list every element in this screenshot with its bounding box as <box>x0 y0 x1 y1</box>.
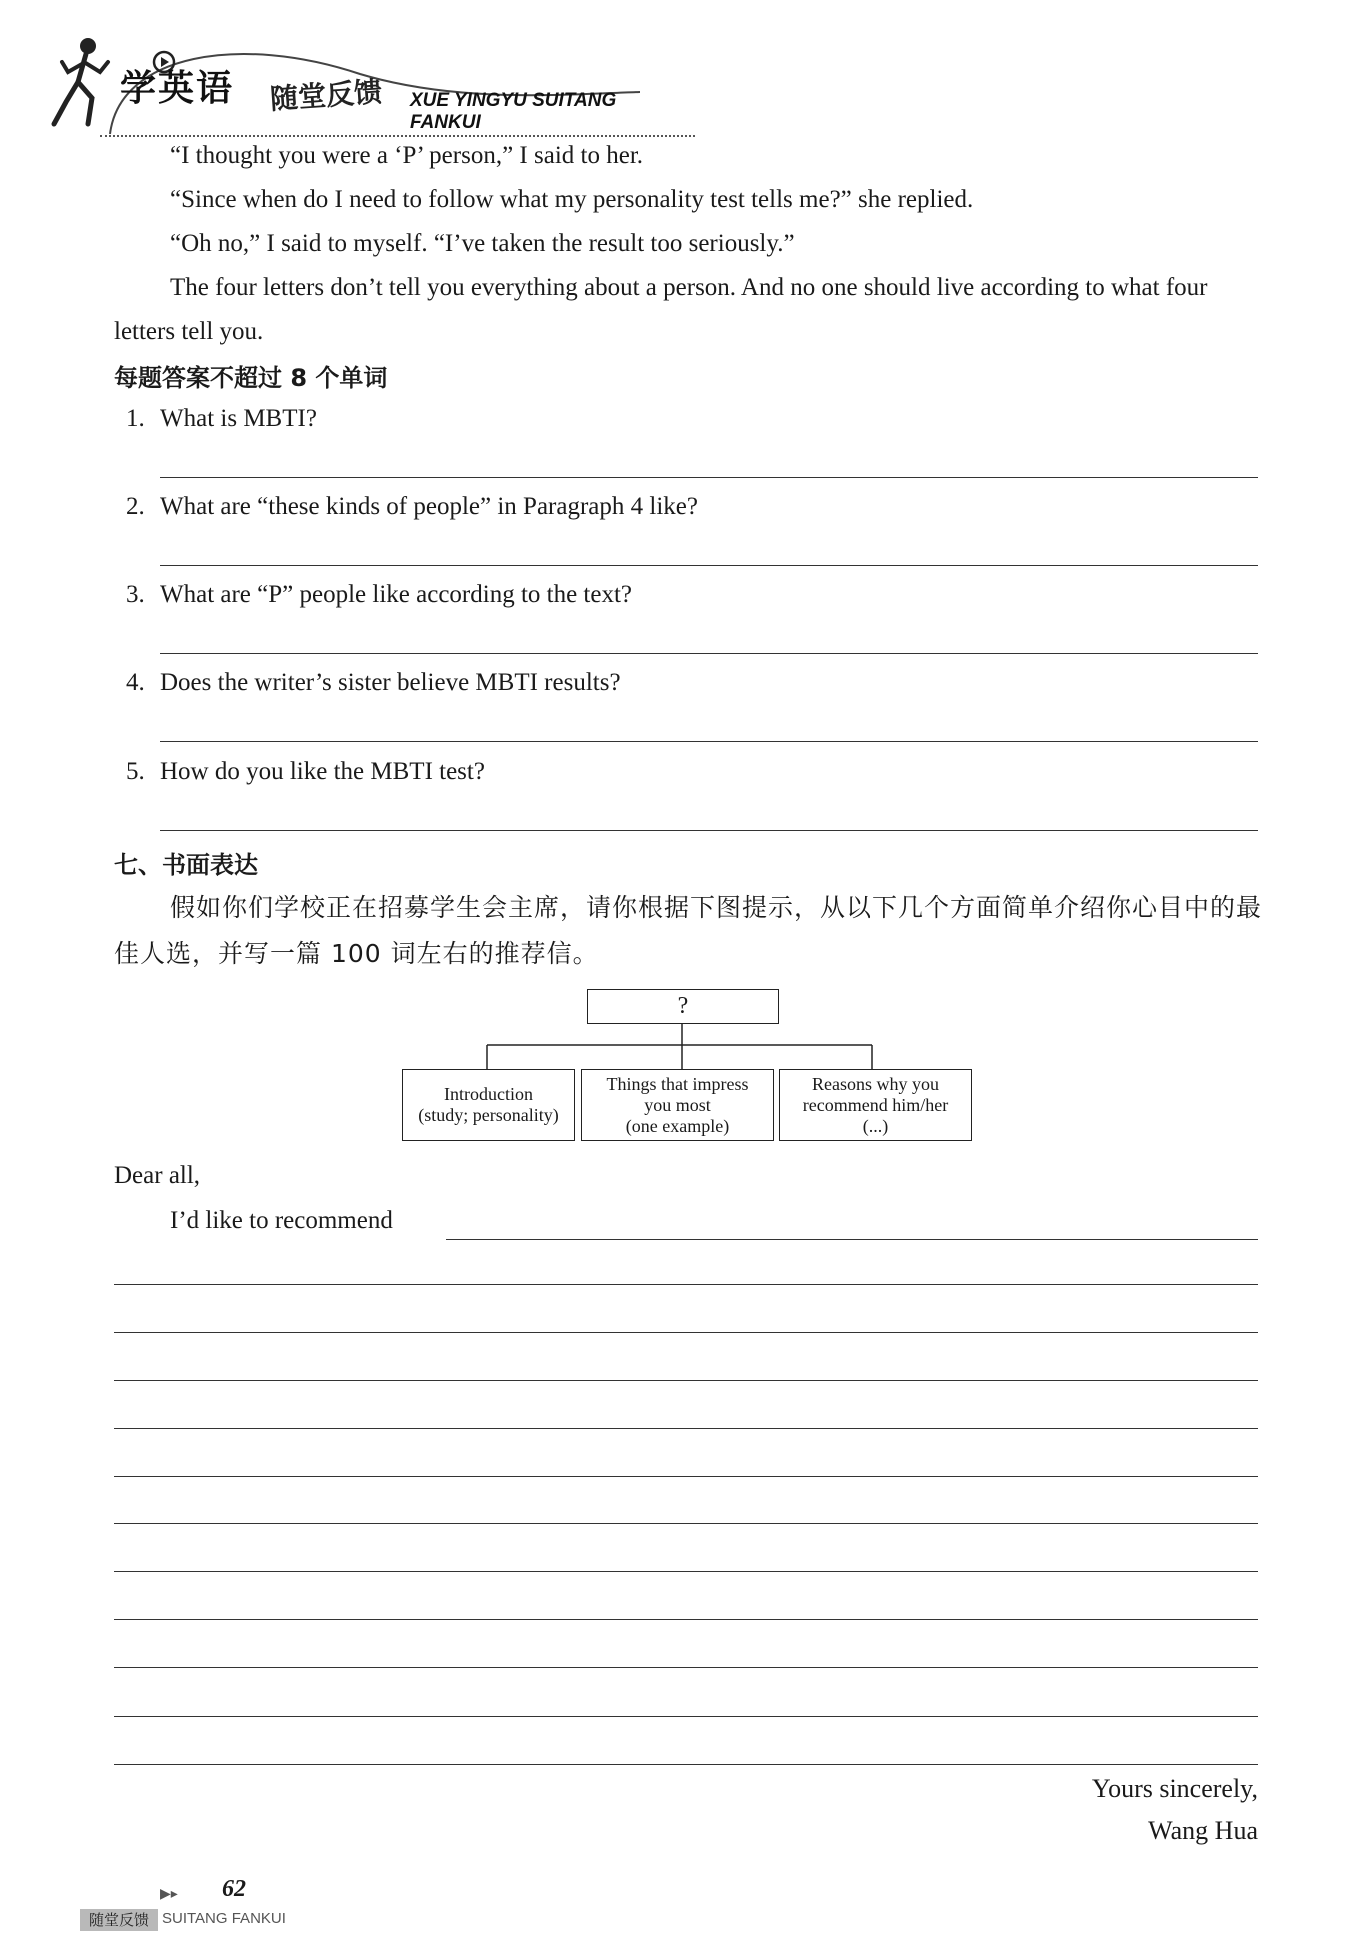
question-1 <box>126 405 317 433</box>
diagram-box-line: (...) <box>862 1115 889 1136</box>
question-number: 1. <box>126 405 145 432</box>
question-text: How do you like the MBTI test? <box>160 758 485 785</box>
question-number: 5. <box>126 758 145 785</box>
writing-line[interactable] <box>114 1619 1258 1620</box>
question-text: What are “these kinds of people” in Paragraph 4 like? <box>160 493 698 520</box>
footer-en-label: SUITANG FANKUI <box>162 1910 286 1927</box>
question-3 <box>126 581 632 609</box>
question-text: Does the writer’s sister believe MBTI results? <box>160 669 621 696</box>
diagram-box-top <box>587 989 779 1024</box>
diagram-box-reasons <box>779 1069 972 1141</box>
diagram-box-line: Things that impress <box>606 1073 749 1094</box>
question-number: 4. <box>126 669 145 696</box>
writing-line[interactable] <box>114 1571 1258 1572</box>
passage-paragraph-4: The four letters don’t tell you everything about a person. And no one should live according to what four letters tell you. <box>114 274 1208 345</box>
section-7-prompt: 假如你们学校正在招募学生会主席，请你根据下图提示，从以下几个方面简单介绍你心目中的最佳人选，并写一篇 100 词左右的推荐信。 <box>114 893 1263 968</box>
section-7-title: 七、书面表达 <box>114 851 258 879</box>
question-number: 2. <box>126 493 145 520</box>
writing-line[interactable] <box>114 1428 1258 1429</box>
diagram-top-label: ? <box>677 993 689 1019</box>
question-text: What are “P” people like according to the text? <box>160 581 633 608</box>
diagram-box-line: Reasons why you <box>812 1073 939 1094</box>
diagram-box-line: (study; personality) <box>418 1105 559 1125</box>
letter-opening: I’d like to recommend <box>170 1207 393 1234</box>
page-number: 62 <box>222 1876 246 1902</box>
passage-line-2: “Since when do I need to follow what my personality test tells me?” she replied. <box>170 186 974 213</box>
writing-line[interactable] <box>114 1523 1258 1524</box>
question-text: What is MBTI? <box>160 405 317 432</box>
page-header <box>40 22 680 132</box>
writing-line[interactable] <box>114 1332 1258 1333</box>
diagram-box-line: (one example) <box>625 1115 730 1136</box>
header-cn-subtitle: 随堂反馈 <box>269 75 384 116</box>
diagram-box-introduction <box>402 1069 575 1141</box>
answer-line-2[interactable] <box>160 565 1258 566</box>
header-cn-title: 学英语 <box>120 68 235 109</box>
letter-closing: Yours sincerely, <box>1091 1774 1258 1803</box>
writing-line-first[interactable] <box>446 1239 1258 1240</box>
answer-line-4[interactable] <box>160 741 1258 742</box>
letter-signature: Wang Hua <box>1148 1816 1258 1845</box>
writing-line[interactable] <box>114 1476 1258 1477</box>
diagram-box-line: recommend him/her <box>802 1094 949 1115</box>
diagram-box-line: Introduction <box>444 1084 533 1104</box>
double-arrow-icon: ▶▸ <box>160 1886 178 1902</box>
passage-line-1: “I thought you were a ‘P’ person,” I said to her. <box>170 142 644 169</box>
question-4 <box>126 669 621 697</box>
header-en-subtitle: XUE YINGYU SUITANG FANKUI <box>410 90 617 133</box>
writing-line[interactable] <box>114 1764 1258 1765</box>
question-5 <box>126 758 485 786</box>
passage-line-3: “Oh no,” I said to myself. “I’ve taken the result too seriously.” <box>170 230 795 257</box>
answer-line-1[interactable] <box>160 477 1258 478</box>
question-2 <box>126 493 698 521</box>
writing-line[interactable] <box>114 1667 1258 1668</box>
answer-line-3[interactable] <box>160 653 1258 654</box>
footer-cn-label: 随堂反馈 <box>80 1909 158 1931</box>
diagram-box-line: you most <box>644 1094 711 1115</box>
questions-instruction: 每题答案不超过 8 个单词 <box>114 364 388 392</box>
letter-greeting: Dear all, <box>114 1162 201 1189</box>
diagram-box-things-impress <box>581 1069 774 1141</box>
writing-line[interactable] <box>114 1716 1258 1717</box>
answer-line-5[interactable] <box>160 830 1258 831</box>
writing-line[interactable] <box>114 1380 1258 1381</box>
question-number: 3. <box>126 581 145 608</box>
writing-line[interactable] <box>114 1284 1258 1285</box>
